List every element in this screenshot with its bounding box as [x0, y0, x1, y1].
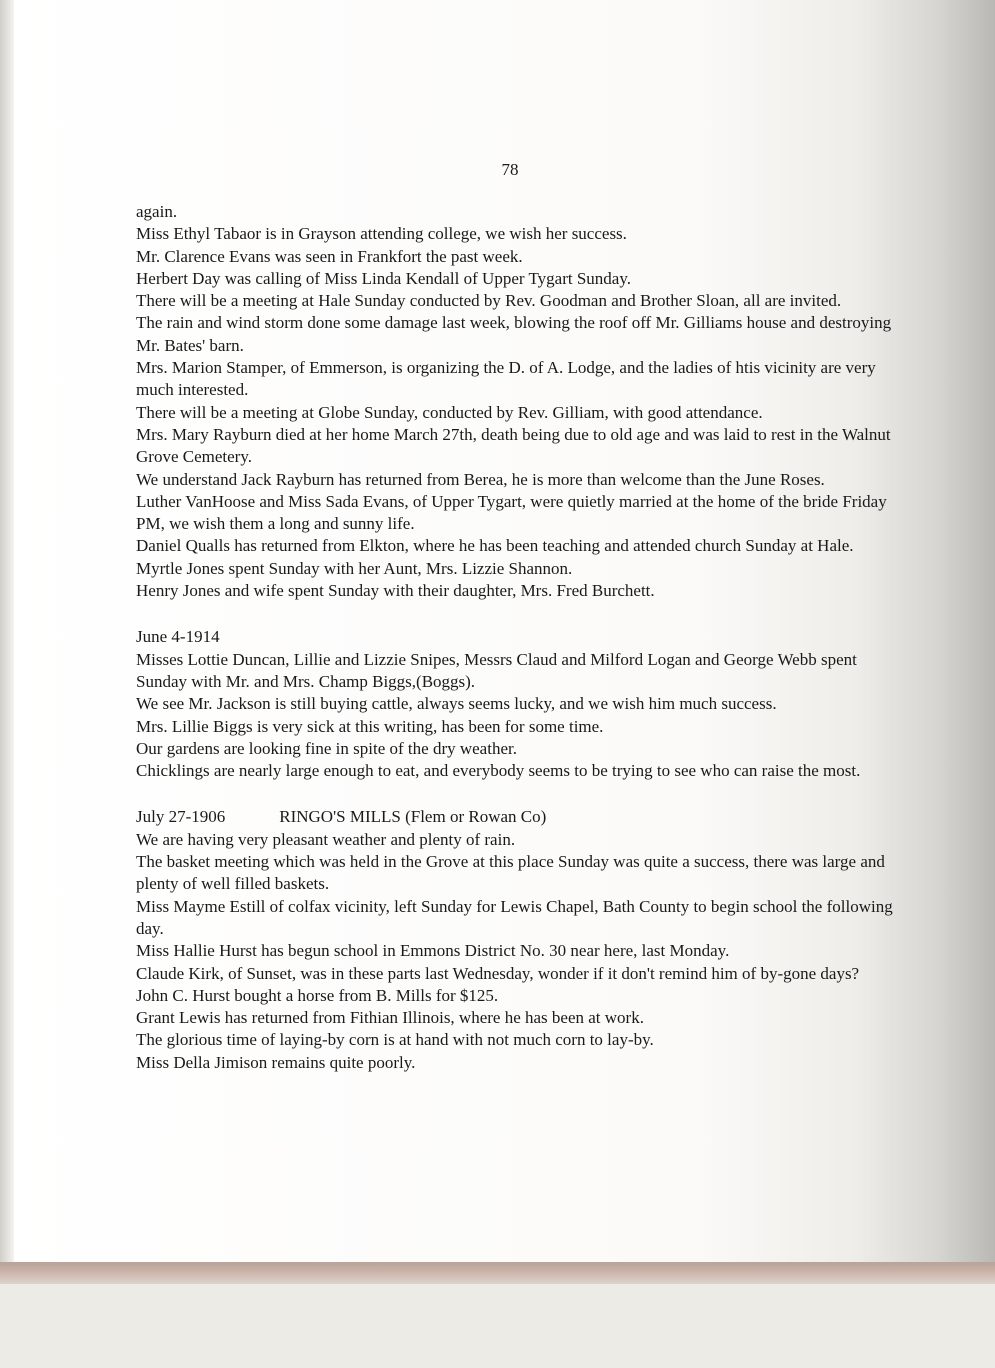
- news-item: Daniel Qualls has returned from Elkton, where he has been teaching and attended church Sunday at Hale.: [136, 536, 854, 556]
- news-item: John C. Hurst bought a horse from B. Mills for $125.: [136, 985, 499, 1005]
- section-dateline: [136, 806, 896, 828]
- news-item: There will be a meeting at Globe Sunday, conducted by Rev. Gilliam, with good attendance.: [136, 402, 763, 422]
- news-item: Miss Della Jimison remains quite poorly.: [136, 1052, 416, 1072]
- section-date: June 4-1914: [136, 627, 220, 647]
- news-item: The basket meeting which was held in the Grove at this place Sunday was quite a success, there was large and plenty of well filled baskets.: [136, 852, 885, 894]
- section-gap: [136, 602, 896, 626]
- section-gap: [136, 782, 896, 806]
- news-item: We are having very pleasant weather and plenty of rain.: [136, 829, 516, 849]
- news-item: Misses Lottie Duncan, Lillie and Lizzie Snipes, Messrs Claud and Milford Logan and George Webb spent Sunday with Mr. and Mrs. Champ Biggs,(Boggs).: [136, 649, 857, 691]
- news-item: We see Mr. Jackson is still buying cattle, always seems lucky, and we wish him much success.: [136, 694, 777, 714]
- article-text: [136, 201, 896, 1074]
- news-item: The rain and wind storm done some damage last week, blowing the roof off Mr. Gilliams house and destroying Mr. Bates' barn.: [136, 313, 892, 355]
- news-item: Grant Lewis has returned from Fithian Illinois, where he has been at work.: [136, 1008, 644, 1028]
- news-item: Claude Kirk, of Sunset, was in these parts last Wednesday, wonder if it don't remind him of by-gone days?: [136, 963, 860, 983]
- scanner-background: [0, 1284, 995, 1368]
- news-item: Mrs. Mary Rayburn died at her home March 27th, death being due to old age and was laid to rest in the Walnut Grove Cemetery.: [136, 424, 891, 467]
- news-item: Mrs. Lillie Biggs is very sick at this writing, has been for some time.: [136, 716, 604, 736]
- news-item: Our gardens are looking fine in spite of the dry weather.: [136, 738, 517, 758]
- section-location: RINGO'S MILLS (Flem or Rowan Co): [279, 807, 547, 827]
- news-item: Miss Hallie Hurst has begun school in Emmons District No. 30 near here, last Monday.: [136, 941, 730, 961]
- news-item: Miss Mayme Estill of colfax vicinity, left Sunday for Lewis Chapel, Bath County to begin school the following day.: [136, 896, 893, 938]
- news-item: Mr. Clarence Evans was seen in Frankfort the past week.: [136, 246, 523, 266]
- news-item: Myrtle Jones spent Sunday with her Aunt, Mrs. Lizzie Shannon.: [136, 558, 573, 578]
- news-item: Henry Jones and wife spent Sunday with their daughter, Mrs. Fred Burchett.: [136, 581, 655, 601]
- news-item: Mrs. Marion Stamper, of Emmerson, is organizing the D. of A. Lodge, and the ladies of htis vicinity are very much interested.: [136, 358, 876, 400]
- news-item: There will be a meeting at Hale Sunday conducted by Rev. Goodman and Brother Sloan, all are invited.: [136, 291, 842, 311]
- news-item: We understand Jack Rayburn has returned from Berea, he is more than welcome than the June Roses.: [136, 469, 825, 489]
- news-item: The glorious time of laying-by corn is at hand with not much corn to lay-by.: [136, 1030, 654, 1050]
- book-cover-edge: [0, 1262, 995, 1284]
- news-item: Miss Ethyl Tabaor is in Grayson attending college, we wish her success.: [136, 224, 627, 244]
- news-item: Luther VanHoose and Miss Sada Evans, of Upper Tygart, were quietly married at the home of the bride Friday PM, we wish them a long and sunny life.: [136, 491, 887, 534]
- section-date: July 27-1906: [136, 807, 226, 827]
- news-item: Chicklings are nearly large enough to eat, and everybody seems to be trying to see who can raise the most.: [136, 761, 861, 781]
- page-left-margin: [0, 0, 14, 1268]
- news-item: Herbert Day was calling of Miss Linda Kendall of Upper Tygart Sunday.: [136, 268, 631, 288]
- page-number: 78: [501, 160, 519, 179]
- news-item: again.: [136, 202, 178, 221]
